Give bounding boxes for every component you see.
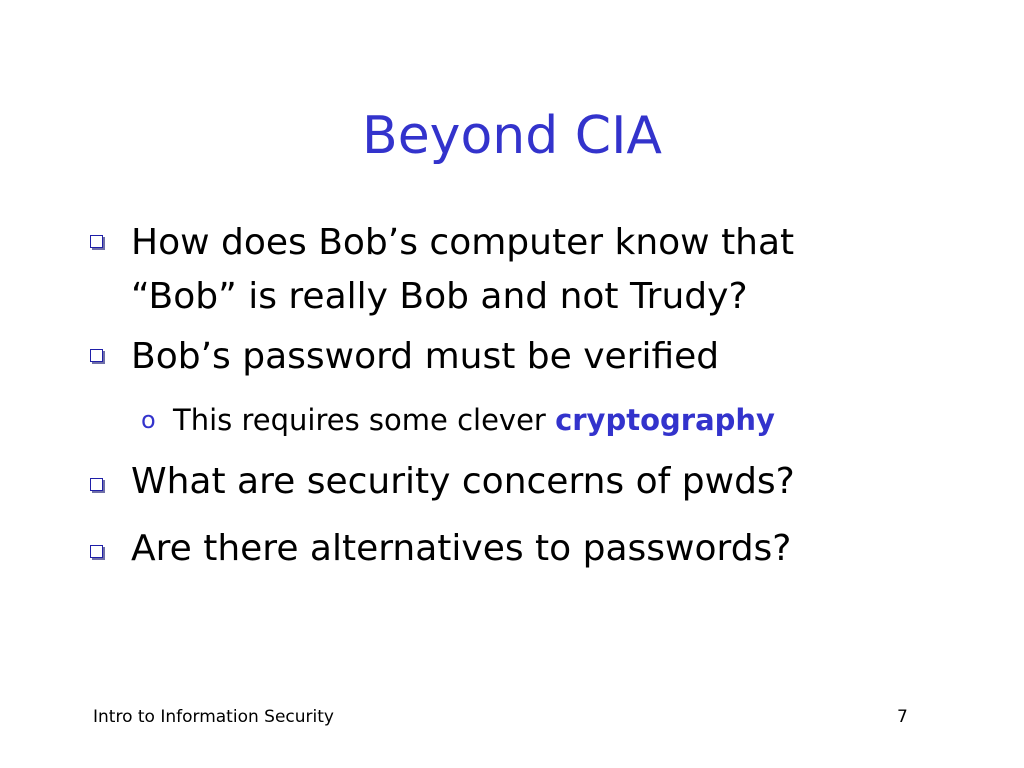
sub-bullet-plain-text: This requires some clever — [173, 403, 556, 437]
bullet-line: How does Bob’s computer know that — [131, 222, 795, 263]
bullet-text: Are there alternatives to passwords? — [131, 528, 792, 569]
bullet-text — [131, 216, 794, 324]
highlight-term: cryptography — [555, 403, 775, 437]
bullet-line: “Bob” is really Bob and not Trudy? — [131, 276, 748, 317]
circle-bullet-icon: o — [141, 406, 156, 434]
hollow-square-icon — [90, 235, 103, 248]
slide-title: Beyond CIA — [362, 106, 662, 166]
footer-page-number: 7 — [897, 707, 908, 727]
hollow-square-icon — [90, 478, 103, 491]
hollow-square-icon — [90, 349, 103, 362]
sub-bullet-text — [173, 398, 775, 442]
footer-course-title: Intro to Information Security — [93, 707, 334, 727]
hollow-square-icon — [90, 545, 103, 558]
bullet-text: Bob’s password must be verified — [131, 336, 720, 377]
bullet-text: What are security concerns of pwds? — [131, 461, 795, 502]
